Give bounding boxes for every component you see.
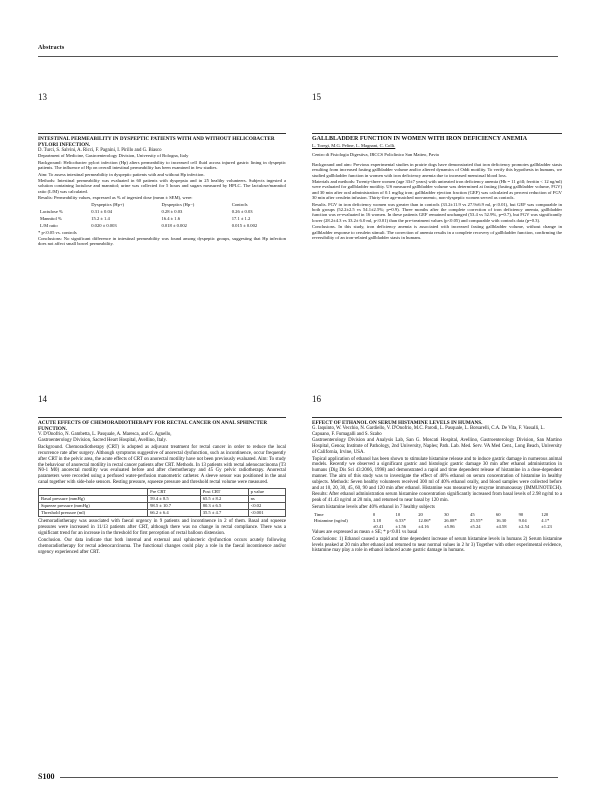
table-header: p value xyxy=(248,489,285,496)
abstract-14-conclusion: Conclusion. Our data indicate that both internal and external anal sphincteric dysfunction occurs acutely following chemoradiotherapy for rectal adenocarcinoma. The functional changes could play a role in the faecal incontinence and/or urgency experienced after CRT. xyxy=(38,537,286,555)
table-cell: Basal pressure (mmHg) xyxy=(39,496,148,503)
table-header: 90 xyxy=(518,511,524,517)
table-cell: 80.3 ± 6.5 xyxy=(200,503,248,510)
table-header: 30 xyxy=(444,511,449,517)
table-cell: 26.08* xyxy=(444,517,457,523)
table-cell: Squeeze pressure (mmHg) xyxy=(39,503,148,510)
table-cell: 16.4 ± 1.6 xyxy=(161,216,181,222)
table-cell: ±4.58 xyxy=(495,523,507,529)
table-header: 10 xyxy=(395,511,401,517)
table-cell: 65.5 ± 8.2 xyxy=(200,496,248,503)
table-cell: 98.5 ± 10.7 xyxy=(148,503,201,510)
abstract-13-table xyxy=(38,202,286,230)
abstract-15-results: Results. FGV in iron deficiency women was greater than in controls (33.2±11.9 vs 27.9±6.9 ml, p<0.01), but GEF was comparable in both groups (52.2±2.5 vs 54.1±2.5%; p=0.9). Three months after the complete correction of iron deficiency anemia, gallbladder function was re-evaluated in 16 women. In these patients GEF remained unchanged (53.4 vs 52.9%, p=0.7), but FGV was significantly lower (28.2±4.3 vs 33.2± 6.0 ml, p<0.01) than the pre-treatment values (p<0.05) and comparable with controls data (p=0.3). xyxy=(312,201,562,223)
abstract-16-footnote: Values are expressed as mean ± SE; * p<0.01 vs basal xyxy=(312,529,418,535)
abstract-14-number: 14 xyxy=(38,394,47,404)
table-cell: ±1.56 xyxy=(395,523,407,529)
abstract-16-rule xyxy=(312,417,562,418)
abstract-13-aim: Aim: To assess intestinal permeability in dyspeptic patients with and without Hp infection. xyxy=(38,171,205,177)
abstract-14-title: ACUTE EFFECTS OF CHEMORADIOTHERAPY FOR RECTAL CANCER ON ANAL SPHINCTER FUNCTION. xyxy=(38,420,268,432)
table-cell: 0.26 ± 0.03 xyxy=(231,209,253,215)
abstract-13-methods: Methods: Intestinal permeability was evaluated in 60 patients with dyspepsia and in 25 healthy volunteers. Subjects ingested a solution containing lactulose and mannitol; urine was collected for 5 hours and sugars measured by HPLC. The lactulose/mannitol ratio (L/M) was calculated. xyxy=(38,178,286,194)
abstract-16-conclusions: Conclusions: 1) Ethanol caused a rapid and time dependent increase of serum histamine levels in humans 2) Serum histamine levels peaked at 20 min after ethanol and returned to near normal values in 2 hr 3) Together with other experimental evidence, histamine may play a role in ethanol induced acute gastric damage in humans. xyxy=(312,536,562,554)
abstract-15-title: GALLBLADDER FUNCTION IN WOMEN WITH IRON DEFICIENCY ANEMIA xyxy=(312,136,528,142)
table-cell: 59.4 ± 8.5 xyxy=(148,496,201,503)
abstract-14-after: Chemoradiotherapy was associated with faecal urgency in 9 patients and incontinence in 2 of them. Basal and squeeze pressures were increased in 11/13 patients after CRT, although there was no change in rectal compliance. There was a significant trend for an increase in the threshold for first perception of rectal balloon distension. xyxy=(38,519,286,536)
table-cell: Lactulose % xyxy=(40,209,63,215)
table-cell: 35.5 ± 4.7 xyxy=(200,510,248,517)
abstract-14-table xyxy=(38,488,286,517)
abstract-15-background: Background and aim: Previous experimental studies in prairie dogs have demonstrated that iron deficiency promotes gallbladder stasis resulting from increased fasting gallbladder volume and/or altered dynamics of Oddi motility. To verify this hypothesis in humans, we studied gallbladder function in women with iron deficiency anemia due to increased menstrual blood loss. xyxy=(312,161,562,178)
abstract-15-number: 15 xyxy=(312,92,321,102)
abstract-13-number: 13 xyxy=(38,92,47,102)
abstract-13-authors: D. Turci, S. Salvini, A. Ricci, F. Pagnini, I. Pirillo and G. Biasco xyxy=(38,148,162,153)
table-cell: <0.001 xyxy=(248,510,285,517)
abstract-16-number: 16 xyxy=(312,394,321,404)
abstract-13-background: Background: Helicobacter pylori infection (Hp) alters permeability to increased cell fluid across injured gastric lining in dyspeptic patients. The influence of Hp on overall intestinal permeability has been examined in few studies. xyxy=(38,159,286,171)
abstract-15-methods: Materials and methods: Twenty-three women (age 33±7 years) with untreated iron deficiency anemia (Hb = 11 g/dl; ferritin < 12 ng/ml) were evaluated for gallbladder motility. US measured gallbladder volume was determined at fasting (fasting gallbladder volume, FGV) and 30 min after oral administration of 0.1 mg/kg iron; gallbladder ejection fraction (GEF) was calculated as percent reduction of FGV 30 min after cerulein infusion. Thirty-five age-matched non-anemic, non-dyspeptic women served as controls. xyxy=(312,179,562,201)
abstract-13-results: Results: Permeability values, expressed as % of ingested dose (mean ± SEM), were: xyxy=(38,195,193,201)
table-cell: 15.2 ± 1.4 xyxy=(91,216,110,222)
abstract-15-conclusions: Conclusions. In this study, iron deficiency anemia is associated with increased fasting gallbladder volume, without change in gallbladder response to cerulein stimuli. The correction of anemia results in a complete recovery of gallbladder function, confirming the reversibility of an iron-related gallbladder stasis in humans. xyxy=(312,224,562,241)
abstract-15 xyxy=(312,136,562,376)
abstract-13-rule xyxy=(38,133,286,134)
footer-rule xyxy=(60,777,558,778)
table-cell: <0.02 xyxy=(248,503,285,510)
table-header: Pre CRT xyxy=(148,489,201,496)
table-header: 120 xyxy=(541,511,549,517)
abstract-13-title: INTESTINAL PERMEABILITY IN DYSPEPTIC PATIENTS WITH AND WITHOUT HELICOBACTER PYLORI INFECTION. xyxy=(38,136,275,148)
table-header: 0 xyxy=(372,511,376,517)
abstract-15-affiliation: Centro di Fisiologia Digestiva, IRCCS Policlinico San Matteo, Pavia xyxy=(312,152,439,158)
table-header: 20 xyxy=(418,511,423,517)
table-header xyxy=(39,489,148,496)
table-cell: Histamine (ng/ml) xyxy=(314,517,348,523)
header-rule xyxy=(38,56,558,57)
table-header: Dyspeptics (Hp+) xyxy=(91,202,125,208)
abstract-14-body: Background. Chemoradiotherapy (CRT) is adopted as adjuvant treatment for rectal cancer in order to reduce the local recurrence rate after surgery. Although symptoms suggestive of anorectal dysfunction, such as incontinence, occur frequently after CRT in the pelvic area, the acute effects of CRT on anorectal motility have not been previously evaluated. Aim: To study the behaviour of anorectal motility in rectal cancer patients after CRT. Methods. In 13 patients with rectal adenocarcinoma (T3 N0-1 M0) anorectal motility was evaluated before and after chemotherapy and 45 Gy pelvic radiotherapy. Anorectal parameters were recorded using a perfused water-perfusion manometric catheter. A sleeve sensor was positioned in the anal canal together with side-hole sensors. Resting pressure, squeeze pressure and threshold rectal volume were measured. xyxy=(38,444,286,486)
table-header: 60 xyxy=(495,511,501,517)
table-header xyxy=(38,202,89,209)
running-head: Abstracts xyxy=(38,45,65,51)
abstract-16-table xyxy=(312,512,562,530)
abstract-16-title: EFFECT OF ETHANOL ON SERUM HISTAMINE LEVELS IN HUMANS. xyxy=(312,420,483,426)
abstract-13-affiliation: Department of Medicine, Gastroenterology Division, University of Bologna, Italy xyxy=(38,153,189,159)
table-cell: ±1.23 xyxy=(541,523,552,529)
table-cell: ±5.24 xyxy=(470,523,481,529)
table-header: Post CRT xyxy=(200,489,248,496)
table-cell: 25.55* xyxy=(470,517,483,523)
abstract-13-table-note: * p<0.05 vs. controls xyxy=(38,229,77,235)
table-cell: 0.31 ± 0.04 xyxy=(91,209,113,215)
table-cell: 17.1 ± 1.2 xyxy=(231,216,251,222)
table-cell: 0.020 ± 0.003 xyxy=(91,223,117,229)
abstract-16-table-caption: Serum histamine levels after 40% ethanol in 7 healthy subjects xyxy=(312,504,435,510)
abstract-14-authors: V. D'Onofrio, N. Gambetta, L. Pasquale, A. Maresca, and G. Agnello, xyxy=(38,432,172,437)
abstract-15-rule xyxy=(312,133,562,134)
abstract-14-affiliation: Gastroenterology Division, Sacred Heart Hospital, Avellino, Italy. xyxy=(38,437,167,443)
abstract-13-conclusions: Conclusions: No significant difference in intestinal permeability was found among dyspeptic groups, suggesting that Hp infection does not affect small bowel permeability. xyxy=(38,236,286,247)
table-cell: L/M ratio xyxy=(40,223,58,229)
table-cell: 12.06* xyxy=(418,517,431,523)
table-header: Time xyxy=(314,511,324,517)
abstract-16-body: Topical application of ethanol has been shown to stimulate histamine release and to induce gastric damage in numerous animal models. Recently we observed a significant gastric and histologic gastric damage 30 min after ethanol administration in humans (Dig Dis Sci 43:2066, 1998) and demonstrated a rapid and time dependent release of histamine in a dose-dependent manner. The aim of this study was to investigate the effect of 40% ethanol on serum concentration of histamine in healthy subjects. Methods: Seven healthy volunteers received 300 ml of 40% ethanol orally, and blood samples were collected before and at 10, 20, 30, 45, 60, 90 and 120 min after ethanol. Histamine was measured by enzyme immunoassay (IMMUNOTECH). Results: After ethanol administration serum histamine concentration significantly increased from basal levels of 2.98 ng/ml to a peak of 41.43 ng/ml at 20 min, and returned to near basal by 120 min. xyxy=(312,456,562,503)
table-cell: 4.1* xyxy=(541,517,550,523)
abstract-13 xyxy=(38,136,286,364)
table-cell: 16.30 xyxy=(495,517,507,523)
page-number: S100 xyxy=(38,772,55,781)
table-cell: ±5.86 xyxy=(444,523,455,529)
abstract-14-rule xyxy=(38,417,286,418)
table-cell: 66.2 ± 6.4 xyxy=(148,510,201,517)
table-cell: Threshold pressure (ml) xyxy=(39,510,148,517)
table-cell: 9.04 xyxy=(518,517,527,523)
abstract-15-authors: L. Toregi, M.G. Peline, L. Magnani, C. Colli. xyxy=(312,143,396,148)
table-cell: 0.28 ± 0.03 xyxy=(161,209,183,215)
abstract-16 xyxy=(312,420,562,754)
table-header: Dyspeptics (Hp−) xyxy=(161,202,195,208)
table-cell: ±4.16 xyxy=(418,523,429,529)
abstract-16-authors: G. Iaquinto, W. Vecchio, N. Gardiello, V. D'Onofrio, M.C. Parodi, L. Pasquale, L. Borsarelli, C.A. De Vita, F. Vassalli, L. Capuano, F. Fumagalli and S. Szabo xyxy=(312,426,545,437)
table-cell: ns xyxy=(248,496,285,503)
table-cell: ±0.41 xyxy=(372,523,384,529)
table-cell: 6.53* xyxy=(395,517,406,523)
abstract-16-affiliation: Gastroenterology Division and Analysis Lab, San G. Moscati Hospital, Avellino, Gastroenterology Division, San Martino Hospital, Genoa; Institute of Pathology, 2nd University, Naples; Path. Lab. Med. Serv. VA Med Cent., Long Beach, University of California, Irvine, USA. xyxy=(312,437,562,455)
table-cell: Mannitol % xyxy=(40,216,62,222)
table-cell: ±2.54 xyxy=(518,523,530,529)
table-cell: 0.018 ± 0.002 xyxy=(161,223,187,229)
table-header: Controls xyxy=(231,202,248,208)
table-header: 45 xyxy=(470,511,475,517)
table-cell: 0.015 ± 0.002 xyxy=(231,223,258,229)
abstract-14 xyxy=(38,420,286,754)
table-cell: 3.18 xyxy=(372,517,381,523)
